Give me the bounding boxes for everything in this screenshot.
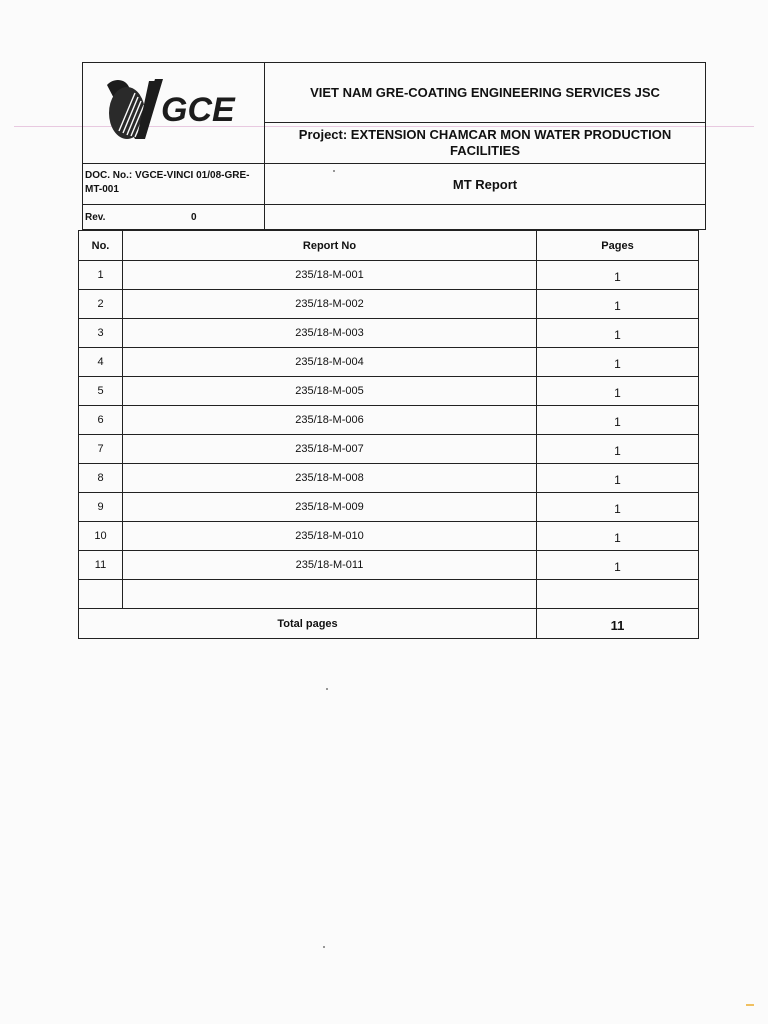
document-header <box>82 62 706 230</box>
revision <box>83 205 265 229</box>
table-row <box>79 290 699 319</box>
document-number: DOC. No.: VGCE-VINCI 01/08-GRE-MT-001 <box>83 164 265 205</box>
column-header-pages: Pages <box>537 231 699 261</box>
logo-text: GCE <box>161 91 235 129</box>
total-pages-value: 11 <box>537 609 699 639</box>
logo-cell <box>83 63 265 164</box>
row-number: 7 <box>79 435 123 464</box>
table-row <box>79 464 699 493</box>
column-header-report-no: Report No <box>123 231 537 261</box>
report-number: 235/18-M-004 <box>123 348 537 377</box>
row-number: 6 <box>79 406 123 435</box>
report-number: 235/18-M-003 <box>123 319 537 348</box>
row-number: 4 <box>79 348 123 377</box>
vgce-logo <box>105 73 245 143</box>
report-number: 235/18-M-006 <box>123 406 537 435</box>
report-number: 235/18-M-005 <box>123 377 537 406</box>
row-number: 9 <box>79 493 123 522</box>
column-header-no: No. <box>79 231 123 261</box>
report-number: 235/18-M-008 <box>123 464 537 493</box>
revision-value: 0 <box>191 211 197 223</box>
page-count: 1 <box>537 406 699 435</box>
row-number: 3 <box>79 319 123 348</box>
scan-speck <box>323 946 325 948</box>
row-number: 5 <box>79 377 123 406</box>
table-row <box>79 261 699 290</box>
project-name: Project: EXTENSION CHAMCAR MON WATER PRODUCTION FACILITIES <box>265 123 705 164</box>
total-row <box>79 609 699 639</box>
page-count: 1 <box>537 493 699 522</box>
row-number: 1 <box>79 261 123 290</box>
page-count: 1 <box>537 348 699 377</box>
empty-cell <box>123 580 537 609</box>
report-number: 235/18-M-010 <box>123 522 537 551</box>
row-number: 2 <box>79 290 123 319</box>
scan-edge-mark <box>746 1004 754 1006</box>
report-table <box>78 230 699 639</box>
row-number: 11 <box>79 551 123 580</box>
report-title: MT Report <box>265 164 705 205</box>
table-row <box>79 522 699 551</box>
page-count: 1 <box>537 319 699 348</box>
table-row <box>79 348 699 377</box>
table-row <box>79 406 699 435</box>
page-count: 1 <box>537 464 699 493</box>
empty-cell <box>79 580 123 609</box>
page-count: 1 <box>537 290 699 319</box>
report-number: 235/18-M-007 <box>123 435 537 464</box>
table-header-row <box>79 231 699 261</box>
table-row <box>79 551 699 580</box>
page-count: 1 <box>537 522 699 551</box>
empty-row <box>79 580 699 609</box>
report-number: 235/18-M-001 <box>123 261 537 290</box>
table-row <box>79 493 699 522</box>
scan-speck <box>326 688 328 690</box>
page-count: 1 <box>537 551 699 580</box>
revision-label: Rev. <box>85 211 106 223</box>
total-pages-label: Total pages <box>79 609 537 639</box>
report-number: 235/18-M-011 <box>123 551 537 580</box>
table-row <box>79 377 699 406</box>
page-count: 1 <box>537 435 699 464</box>
row-number: 8 <box>79 464 123 493</box>
company-name: VIET NAM GRE-COATING ENGINEERING SERVICES JSC <box>265 63 705 123</box>
blank-cell <box>265 205 705 229</box>
report-number: 235/18-M-009 <box>123 493 537 522</box>
page-count: 1 <box>537 261 699 290</box>
empty-cell <box>537 580 699 609</box>
report-number: 235/18-M-002 <box>123 290 537 319</box>
page-count: 1 <box>537 377 699 406</box>
vgce-logo-mark <box>105 73 245 143</box>
row-number: 10 <box>79 522 123 551</box>
table-row <box>79 319 699 348</box>
table-row <box>79 435 699 464</box>
